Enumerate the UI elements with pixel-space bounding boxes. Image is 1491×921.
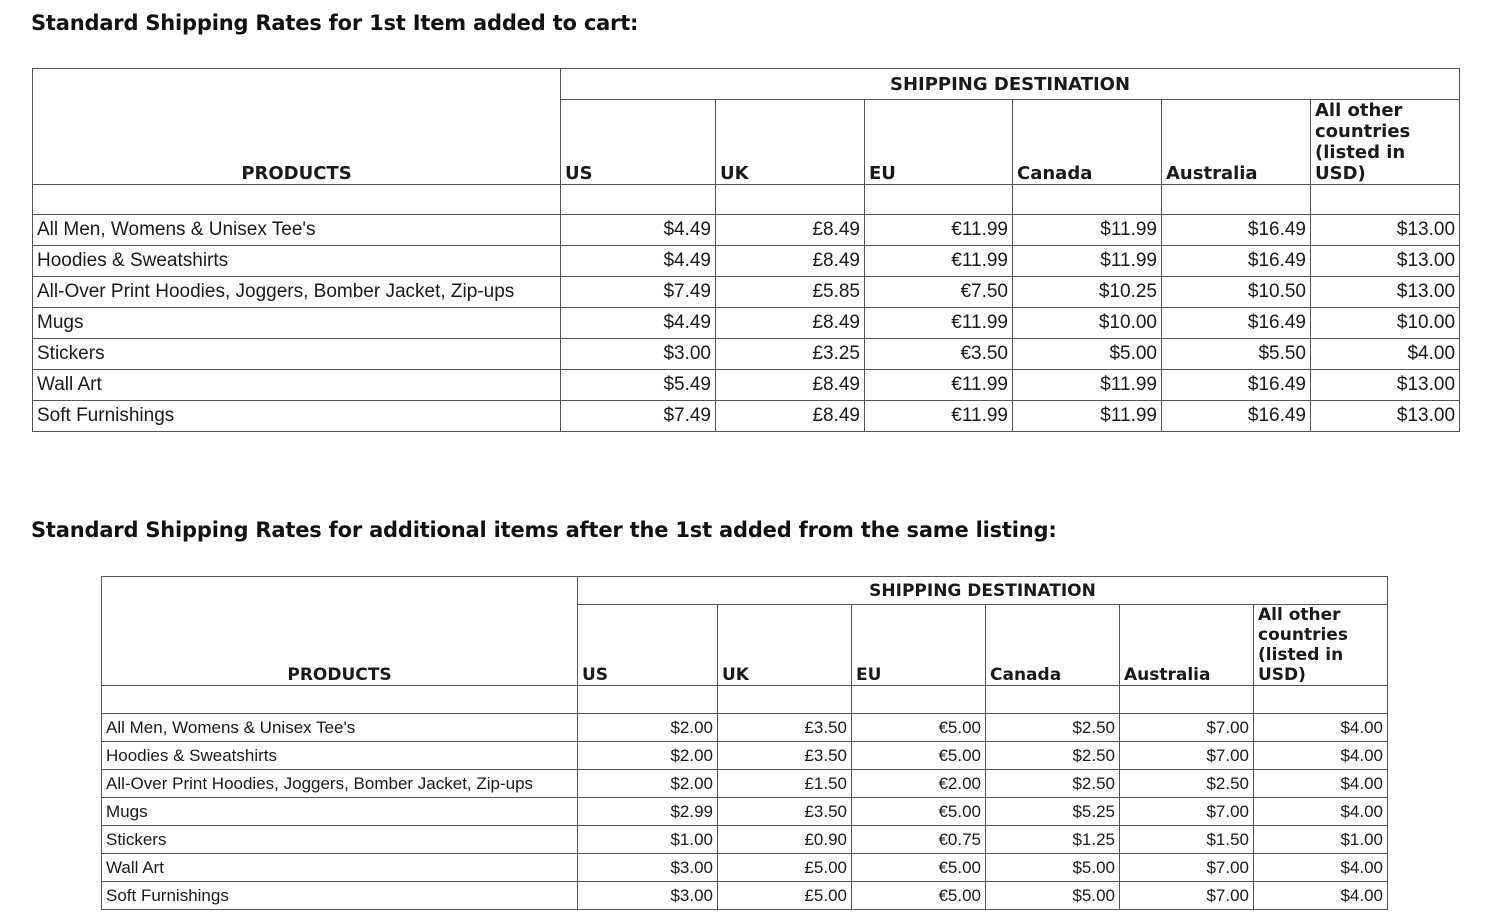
rate-cell-australia: $16.49	[1162, 370, 1311, 401]
column-header-eu: EU	[865, 100, 1013, 185]
rate-cell-canada: $11.99	[1013, 401, 1162, 432]
rate-cell-us: $3.00	[578, 854, 718, 882]
rate-cell-uk: £5.00	[718, 854, 852, 882]
rate-cell-other-countries: $4.00	[1254, 742, 1388, 770]
products-header: PRODUCTS	[33, 69, 561, 185]
table-row	[33, 401, 1460, 432]
rate-cell-australia: $7.00	[1120, 854, 1254, 882]
table-row	[33, 246, 1460, 277]
rate-cell-us: $1.00	[578, 826, 718, 854]
rate-cell-australia: $7.00	[1120, 742, 1254, 770]
rate-cell-other-countries: $13.00	[1311, 401, 1460, 432]
rate-cell-uk: £3.25	[716, 339, 865, 370]
table-row	[102, 826, 1388, 854]
product-name-cell: Mugs	[102, 798, 578, 826]
rate-cell-uk: £3.50	[718, 798, 852, 826]
product-name-cell: Wall Art	[33, 370, 561, 401]
rate-cell-australia: $7.00	[1120, 714, 1254, 742]
rate-cell-us: $4.49	[561, 215, 716, 246]
rate-cell-australia: $5.50	[1162, 339, 1311, 370]
rate-cell-other-countries: $13.00	[1311, 277, 1460, 308]
column-header-canada: Canada	[1013, 100, 1162, 185]
table-row	[102, 882, 1388, 910]
table-row	[102, 770, 1388, 798]
rate-cell-eu: €11.99	[865, 401, 1013, 432]
rate-cell-australia: $7.00	[1120, 798, 1254, 826]
rate-cell-other-countries: $13.00	[1311, 246, 1460, 277]
additional-item-rates-table	[101, 576, 1388, 910]
column-header-australia: Australia	[1162, 100, 1311, 185]
rate-cell-uk: £8.49	[716, 215, 865, 246]
rate-cell-us: $7.49	[561, 277, 716, 308]
product-name-cell: Mugs	[33, 308, 561, 339]
table-row	[33, 277, 1460, 308]
products-header: PRODUCTS	[102, 577, 578, 686]
table-row	[33, 308, 1460, 339]
column-header-uk: UK	[718, 605, 852, 686]
rate-cell-eu: €11.99	[865, 215, 1013, 246]
rate-cell-australia: $16.49	[1162, 308, 1311, 339]
empty-row	[33, 185, 1460, 215]
product-name-cell: Stickers	[102, 826, 578, 854]
rate-cell-us: $4.49	[561, 308, 716, 339]
rate-cell-australia: $16.49	[1162, 215, 1311, 246]
rate-cell-uk: £5.00	[718, 882, 852, 910]
rate-cell-us: $7.49	[561, 401, 716, 432]
rate-cell-uk: £5.85	[716, 277, 865, 308]
rate-cell-canada: $2.50	[986, 714, 1120, 742]
table-row	[102, 798, 1388, 826]
first-item-rates-table	[32, 68, 1460, 432]
rate-cell-canada: $11.99	[1013, 215, 1162, 246]
rate-cell-australia: $10.50	[1162, 277, 1311, 308]
empty-row	[102, 686, 1388, 714]
product-name-cell: Wall Art	[102, 854, 578, 882]
table-row	[102, 714, 1388, 742]
product-name-cell: All Men, Womens & Unisex Tee's	[102, 714, 578, 742]
rate-cell-uk: £0.90	[718, 826, 852, 854]
rate-cell-australia: $2.50	[1120, 770, 1254, 798]
column-header-other-countries: All other countries (listed in USD)	[1311, 100, 1460, 185]
product-name-cell: All-Over Print Hoodies, Joggers, Bomber Jacket, Zip-ups	[102, 770, 578, 798]
rate-cell-us: $3.00	[578, 882, 718, 910]
column-header-australia: Australia	[1120, 605, 1254, 686]
rate-cell-other-countries: $4.00	[1254, 798, 1388, 826]
rate-cell-canada: $11.99	[1013, 370, 1162, 401]
rate-cell-eu: €2.00	[852, 770, 986, 798]
rate-cell-canada: $10.00	[1013, 308, 1162, 339]
product-name-cell: All-Over Print Hoodies, Joggers, Bomber Jacket, Zip-ups	[33, 277, 561, 308]
product-name-cell: Soft Furnishings	[102, 882, 578, 910]
rate-cell-canada: $5.00	[986, 882, 1120, 910]
rate-cell-australia: $1.50	[1120, 826, 1254, 854]
shipping-destination-header: SHIPPING DESTINATION	[561, 69, 1460, 100]
rate-cell-canada: $2.50	[986, 742, 1120, 770]
rate-cell-eu: €11.99	[865, 370, 1013, 401]
rate-cell-canada: $10.25	[1013, 277, 1162, 308]
column-header-other-countries: All other countries (listed in USD)	[1254, 605, 1388, 686]
rate-cell-canada: $5.25	[986, 798, 1120, 826]
table-row	[33, 339, 1460, 370]
section2-title: Standard Shipping Rates for additional items after the 1st added from the same listing:	[31, 518, 1057, 542]
rate-cell-uk: £8.49	[716, 370, 865, 401]
rate-cell-us: $2.00	[578, 742, 718, 770]
product-name-cell: Hoodies & Sweatshirts	[102, 742, 578, 770]
rate-cell-us: $2.00	[578, 770, 718, 798]
rate-cell-other-countries: $1.00	[1254, 826, 1388, 854]
rate-cell-other-countries: $4.00	[1254, 882, 1388, 910]
rate-cell-eu: €5.00	[852, 854, 986, 882]
rate-cell-eu: €11.99	[865, 308, 1013, 339]
rate-cell-uk: £8.49	[716, 401, 865, 432]
rate-cell-canada: $5.00	[986, 854, 1120, 882]
product-name-cell: All Men, Womens & Unisex Tee's	[33, 215, 561, 246]
rate-cell-uk: £3.50	[718, 714, 852, 742]
rate-cell-eu: €5.00	[852, 714, 986, 742]
shipping-destination-header: SHIPPING DESTINATION	[578, 577, 1388, 605]
column-header-canada: Canada	[986, 605, 1120, 686]
product-name-cell: Stickers	[33, 339, 561, 370]
rate-cell-eu: €5.00	[852, 882, 986, 910]
rate-cell-other-countries: $4.00	[1254, 854, 1388, 882]
rate-cell-other-countries: $4.00	[1254, 714, 1388, 742]
rate-cell-us: $4.49	[561, 246, 716, 277]
rate-cell-canada: $11.99	[1013, 246, 1162, 277]
table-row	[102, 854, 1388, 882]
rate-cell-eu: €7.50	[865, 277, 1013, 308]
rate-cell-other-countries: $13.00	[1311, 370, 1460, 401]
product-name-cell: Soft Furnishings	[33, 401, 561, 432]
rate-cell-eu: €11.99	[865, 246, 1013, 277]
rate-cell-us: $3.00	[561, 339, 716, 370]
column-header-uk: UK	[716, 100, 865, 185]
rate-cell-us: $2.00	[578, 714, 718, 742]
rate-cell-eu: €3.50	[865, 339, 1013, 370]
rate-cell-canada: $2.50	[986, 770, 1120, 798]
table-row	[33, 370, 1460, 401]
rate-cell-uk: £1.50	[718, 770, 852, 798]
rate-cell-other-countries: $4.00	[1254, 770, 1388, 798]
rate-cell-other-countries: $4.00	[1311, 339, 1460, 370]
rate-cell-canada: $1.25	[986, 826, 1120, 854]
column-header-us: US	[578, 605, 718, 686]
rate-cell-other-countries: $13.00	[1311, 215, 1460, 246]
rate-cell-uk: £3.50	[718, 742, 852, 770]
rate-cell-us: $5.49	[561, 370, 716, 401]
rate-cell-eu: €5.00	[852, 742, 986, 770]
table-row	[33, 215, 1460, 246]
section1-title: Standard Shipping Rates for 1st Item added to cart:	[31, 11, 639, 35]
rate-cell-australia: $16.49	[1162, 401, 1311, 432]
rate-cell-us: $2.99	[578, 798, 718, 826]
column-header-eu: EU	[852, 605, 986, 686]
product-name-cell: Hoodies & Sweatshirts	[33, 246, 561, 277]
rate-cell-eu: €5.00	[852, 798, 986, 826]
rate-cell-canada: $5.00	[1013, 339, 1162, 370]
column-header-us: US	[561, 100, 716, 185]
rate-cell-uk: £8.49	[716, 308, 865, 339]
rate-cell-australia: $7.00	[1120, 882, 1254, 910]
rate-cell-other-countries: $10.00	[1311, 308, 1460, 339]
table-row	[102, 742, 1388, 770]
rate-cell-eu: €0.75	[852, 826, 986, 854]
rate-cell-uk: £8.49	[716, 246, 865, 277]
rate-cell-australia: $16.49	[1162, 246, 1311, 277]
